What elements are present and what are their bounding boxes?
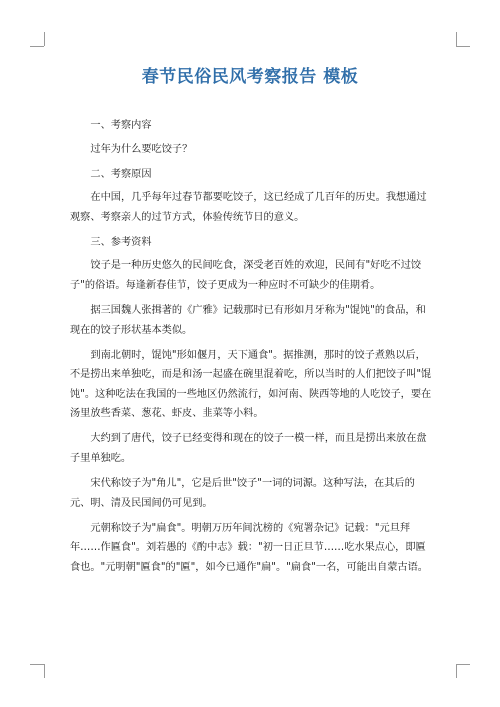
crop-mark-bottom-right-h <box>456 664 470 665</box>
paragraph-question: 过年为什么要吃饺子？ <box>90 143 193 155</box>
crop-mark-top-left-v <box>44 32 45 46</box>
paragraph-song-dynasty: 宋代称饺子为"角儿"，它是后世"饺子"一词的词源。这种写法，在其后的元、明、清及民国间仍可见到。 <box>70 478 415 509</box>
paragraph-three-kingdoms: 据三国魏人张揖著的《广雅》记载那时已有形如月牙称为"馄饨"的食品，和现在的饺子形状基本类似。 <box>70 305 426 336</box>
crop-mark-top-right-v <box>456 32 457 46</box>
section-heading-references: 三、参考资料 <box>90 236 152 248</box>
crop-mark-top-right-h <box>456 46 470 47</box>
paragraph-tang-dynasty: 大约到了唐代，饺子已经变得和现在的饺子一模一样，而且是捞出来放在盘子里单独吃。 <box>70 433 427 464</box>
crop-mark-top-left-h <box>30 46 44 47</box>
paragraph-reason: 在中国，几乎每年过春节都要吃饺子，这已经成了几百年的历史。我想通过观察、考察亲人的过节方式，体验传统节日的意义。 <box>70 192 427 223</box>
section-heading-content: 一、考察内容 <box>90 120 152 131</box>
section-heading-reason: 二、考察原因 <box>90 168 152 180</box>
document-body <box>70 116 434 583</box>
crop-mark-bottom-left-h <box>30 664 44 665</box>
paragraph-dumpling-intro: 饺子是一种历史悠久的民间吃食，深受老百姓的欢迎，民间有"好吃不过饺子"的俗语。每逢新春佳节，饺子更成为一种应时不可缺少的佳期肴。 <box>70 260 422 291</box>
crop-mark-bottom-left-v <box>44 664 45 678</box>
paragraph-yuan-dynasty: 元朝称饺子为"扁食"。明朝万历年间沈榜的《宛署杂记》记载："元旦拜年……作匾食"。刘若愚的《酌中志》载："初一日正旦节……吃水果点心，即匾食也。"元明朝"匾食"的"匾"，如今已通作"扁"。"扁食"一名，可能出自蒙古语。 <box>70 522 428 573</box>
document-title: 春节民俗民风考察报告 模板 <box>141 67 359 87</box>
crop-mark-bottom-right-v <box>456 664 457 678</box>
paragraph-southern-northern: 到南北朝时，馄饨"形如偃月，天下通食"。据推测，那时的饺子煮熟以后，不是捞出来单独吃，而是和汤一起盛在碗里混着吃，所以当时的人们把饺子叫"馄饨"。这种吃法在我国的一些地区仍然流行，如河南、陕西等地的人吃饺子，要在汤里放些香菜、葱花、虾皮、韭菜等小料。 <box>70 349 432 420</box>
